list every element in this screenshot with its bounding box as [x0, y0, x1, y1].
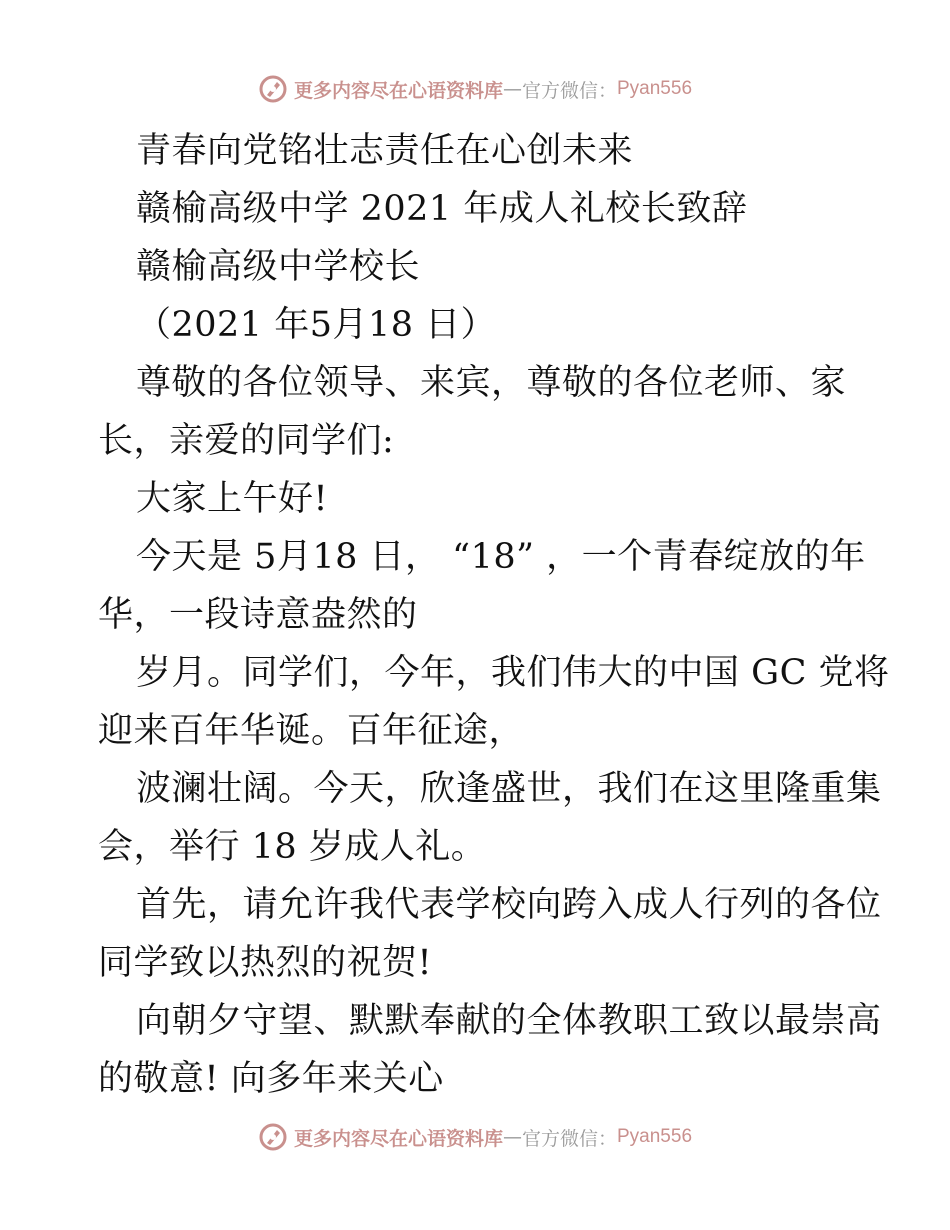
text-line: 波澜壮阔。今天，欣逢盛世，我们在这里隆重集 — [136, 769, 882, 809]
watermark-sub-text: 官方微信： — [521, 79, 617, 102]
text-line: 的敬意! 向多年来关心 — [98, 1059, 444, 1099]
text-line: 向朝夕守望、默默奉献的全体教职工致以最崇高 — [136, 1001, 882, 1041]
text-line: 岁月。同学们，今年，我们伟大的中国 GC 党将 — [136, 653, 890, 693]
text-line: 同学致以热烈的祝贺! — [98, 943, 433, 983]
footer-watermark — [0, 1122, 950, 1152]
document-subtitle: 赣榆高级中学 2021 年成人礼校长致辞 — [136, 189, 748, 229]
pen-circle-logo-icon — [258, 1122, 288, 1152]
pen-circle-logo-icon — [258, 74, 288, 104]
watermark-sub-text: 官方微信： — [521, 1127, 617, 1150]
text-line: 首先，请允许我代表学校向跨入成人行列的各位 — [136, 885, 882, 925]
text-line: 大家上午好! — [136, 479, 329, 519]
text-line: 尊敬的各位领导、来宾，尊敬的各位老师、家 — [136, 363, 847, 403]
text-line: 迎来百年华诞。百年征途， — [98, 711, 525, 751]
watermark-dash: — — [502, 78, 522, 100]
header-watermark — [0, 74, 950, 104]
text-line: 华，一段诗意盎然的 — [98, 595, 418, 635]
date-line: （2021 年5月18 日） — [136, 305, 497, 345]
watermark-dash: — — [502, 1126, 522, 1148]
document-title: 青春向党铭壮志责任在心创未来 — [136, 131, 634, 171]
author-line: 赣榆高级中学校长 — [136, 247, 421, 287]
text-line: 今天是 5月18 日， “18” ，一个青春绽放的年 — [136, 537, 866, 577]
watermark-wechat-id: Pyan556 — [617, 1126, 693, 1147]
watermark-wechat-id: Pyan556 — [617, 78, 693, 99]
text-line: 会，举行 18 岁成人礼。 — [98, 827, 487, 867]
document-body — [98, 122, 890, 1108]
watermark-main-text: 更多内容尽在心语资料库 — [293, 1127, 503, 1150]
text-line: 长，亲爱的同学们: — [98, 421, 395, 461]
watermark-main-text: 更多内容尽在心语资料库 — [293, 79, 503, 102]
